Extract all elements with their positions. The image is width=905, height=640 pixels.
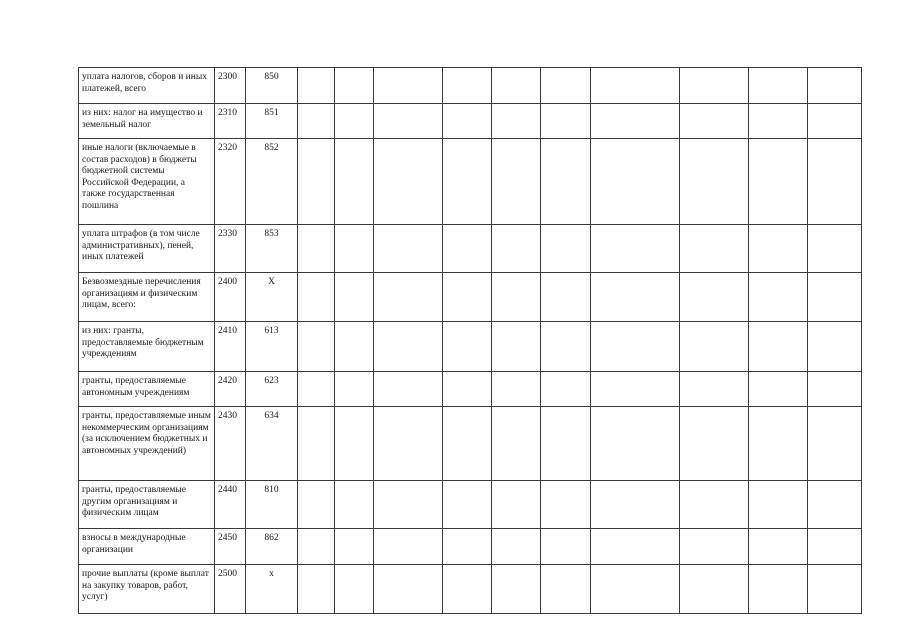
value-cell	[541, 372, 591, 407]
row-code-cell: 2430	[215, 407, 246, 481]
value-cell	[808, 68, 862, 104]
value-cell	[591, 529, 680, 565]
row-name-cell: уплата штрафов (в том числе административных), пеней, иных платежей	[79, 225, 215, 273]
value-cell	[591, 407, 680, 481]
value-cell	[541, 225, 591, 273]
value-cell	[492, 529, 541, 565]
value-cell	[749, 322, 808, 372]
value-cell	[749, 529, 808, 565]
value-cell	[335, 407, 374, 481]
table-row	[79, 68, 862, 104]
value-cell	[335, 481, 374, 529]
value-cell	[374, 529, 443, 565]
table-row	[79, 407, 862, 481]
value-cell	[680, 481, 749, 529]
value-cell	[298, 481, 335, 529]
value-cell	[680, 322, 749, 372]
row-name-cell: из них: гранты, предоставляемые бюджетным учреждениям	[79, 322, 215, 372]
value-cell	[541, 407, 591, 481]
row-code-cell: 2440	[215, 481, 246, 529]
table-body	[79, 68, 862, 614]
value-cell	[492, 225, 541, 273]
value-cell	[541, 273, 591, 322]
row-name-cell: гранты, предоставляемые автономным учреждениям	[79, 372, 215, 407]
value-cell	[541, 322, 591, 372]
table-row	[79, 139, 862, 225]
value-cell	[808, 225, 862, 273]
value-cell	[335, 529, 374, 565]
value-cell	[443, 407, 492, 481]
value-cell	[492, 481, 541, 529]
value-cell	[808, 139, 862, 225]
value-cell	[591, 372, 680, 407]
value-cell	[541, 529, 591, 565]
value-cell	[591, 104, 680, 139]
value-cell	[374, 407, 443, 481]
value-cell	[591, 225, 680, 273]
value-cell	[335, 104, 374, 139]
value-cell	[298, 565, 335, 614]
value-cell	[443, 68, 492, 104]
row-code-cell: 2310	[215, 104, 246, 139]
row-code-cell: 2300	[215, 68, 246, 104]
value-cell	[749, 407, 808, 481]
value-cell	[808, 273, 862, 322]
value-cell	[680, 407, 749, 481]
value-cell	[298, 372, 335, 407]
value-cell	[374, 139, 443, 225]
value-cell	[492, 139, 541, 225]
value-cell	[374, 565, 443, 614]
value-cell	[335, 273, 374, 322]
value-cell	[749, 273, 808, 322]
value-cell	[374, 372, 443, 407]
value-cell	[374, 273, 443, 322]
budget-table	[78, 67, 862, 614]
table-row	[79, 529, 862, 565]
value-cell	[749, 139, 808, 225]
value-cell	[443, 273, 492, 322]
value-cell	[443, 565, 492, 614]
value-cell	[298, 139, 335, 225]
value-cell	[680, 565, 749, 614]
value-cell	[680, 225, 749, 273]
row-name-cell: Безвозмездные перечисления организациям и физическим лицам, всего:	[79, 273, 215, 322]
value-cell	[335, 372, 374, 407]
value-cell	[541, 139, 591, 225]
value-cell	[492, 372, 541, 407]
value-cell	[808, 481, 862, 529]
value-cell	[335, 225, 374, 273]
value-cell	[443, 225, 492, 273]
value-cell	[808, 104, 862, 139]
value-cell	[492, 565, 541, 614]
value-cell	[335, 565, 374, 614]
value-cell	[335, 68, 374, 104]
row-code-cell: 2320	[215, 139, 246, 225]
row-kbk-cell: 623	[246, 372, 298, 407]
value-cell	[374, 68, 443, 104]
value-cell	[541, 481, 591, 529]
value-cell	[591, 139, 680, 225]
value-cell	[749, 372, 808, 407]
row-kbk-cell: 862	[246, 529, 298, 565]
value-cell	[749, 565, 808, 614]
row-kbk-cell: 810	[246, 481, 298, 529]
table-row	[79, 481, 862, 529]
value-cell	[492, 273, 541, 322]
value-cell	[680, 273, 749, 322]
row-kbk-cell: 851	[246, 104, 298, 139]
row-kbk-cell: х	[246, 565, 298, 614]
value-cell	[492, 322, 541, 372]
value-cell	[443, 104, 492, 139]
value-cell	[541, 68, 591, 104]
table-row	[79, 273, 862, 322]
row-code-cell: 2450	[215, 529, 246, 565]
row-name-cell: гранты, предоставляемые другим организациям и физическим лицам	[79, 481, 215, 529]
value-cell	[680, 139, 749, 225]
value-cell	[591, 565, 680, 614]
value-cell	[374, 104, 443, 139]
value-cell	[680, 529, 749, 565]
value-cell	[749, 104, 808, 139]
value-cell	[680, 104, 749, 139]
row-kbk-cell: 850	[246, 68, 298, 104]
value-cell	[335, 322, 374, 372]
row-name-cell: иные налоги (включаемые в состав расходов) в бюджеты бюджетной системы Российской Федерации, а также государственная пошлина	[79, 139, 215, 225]
row-code-cell: 2330	[215, 225, 246, 273]
row-kbk-cell: 853	[246, 225, 298, 273]
value-cell	[749, 481, 808, 529]
value-cell	[443, 481, 492, 529]
row-name-cell: взносы в международные организации	[79, 529, 215, 565]
row-code-cell: 2400	[215, 273, 246, 322]
value-cell	[443, 372, 492, 407]
value-cell	[298, 407, 335, 481]
row-code-cell: 2410	[215, 322, 246, 372]
row-kbk-cell: 613	[246, 322, 298, 372]
value-cell	[298, 529, 335, 565]
value-cell	[443, 322, 492, 372]
row-code-cell: 2420	[215, 372, 246, 407]
value-cell	[298, 322, 335, 372]
row-name-cell: прочие выплаты (кроме выплат на закупку товаров, работ, услуг)	[79, 565, 215, 614]
row-kbk-cell: Х	[246, 273, 298, 322]
value-cell	[298, 273, 335, 322]
value-cell	[591, 322, 680, 372]
value-cell	[443, 139, 492, 225]
value-cell	[492, 68, 541, 104]
value-cell	[591, 481, 680, 529]
value-cell	[808, 322, 862, 372]
value-cell	[492, 407, 541, 481]
row-code-cell: 2500	[215, 565, 246, 614]
value-cell	[808, 407, 862, 481]
row-kbk-cell: 634	[246, 407, 298, 481]
value-cell	[374, 225, 443, 273]
value-cell	[749, 68, 808, 104]
value-cell	[374, 481, 443, 529]
table-row	[79, 225, 862, 273]
value-cell	[541, 565, 591, 614]
row-kbk-cell: 852	[246, 139, 298, 225]
value-cell	[298, 104, 335, 139]
value-cell	[808, 529, 862, 565]
value-cell	[680, 372, 749, 407]
row-name-cell: из них: налог на имущество и земельный налог	[79, 104, 215, 139]
value-cell	[808, 565, 862, 614]
value-cell	[749, 225, 808, 273]
row-name-cell: гранты, предоставляемые иным некоммерческим организациям (за исключением бюджетных и автономных учреждений)	[79, 407, 215, 481]
value-cell	[298, 225, 335, 273]
value-cell	[808, 372, 862, 407]
table-row	[79, 565, 862, 614]
table-row	[79, 104, 862, 139]
value-cell	[680, 68, 749, 104]
value-cell	[541, 104, 591, 139]
value-cell	[374, 322, 443, 372]
table-row	[79, 322, 862, 372]
value-cell	[298, 68, 335, 104]
value-cell	[591, 273, 680, 322]
table-row	[79, 372, 862, 407]
value-cell	[335, 139, 374, 225]
value-cell	[492, 104, 541, 139]
value-cell	[443, 529, 492, 565]
row-name-cell: уплата налогов, сборов и иных платежей, всего	[79, 68, 215, 104]
value-cell	[591, 68, 680, 104]
